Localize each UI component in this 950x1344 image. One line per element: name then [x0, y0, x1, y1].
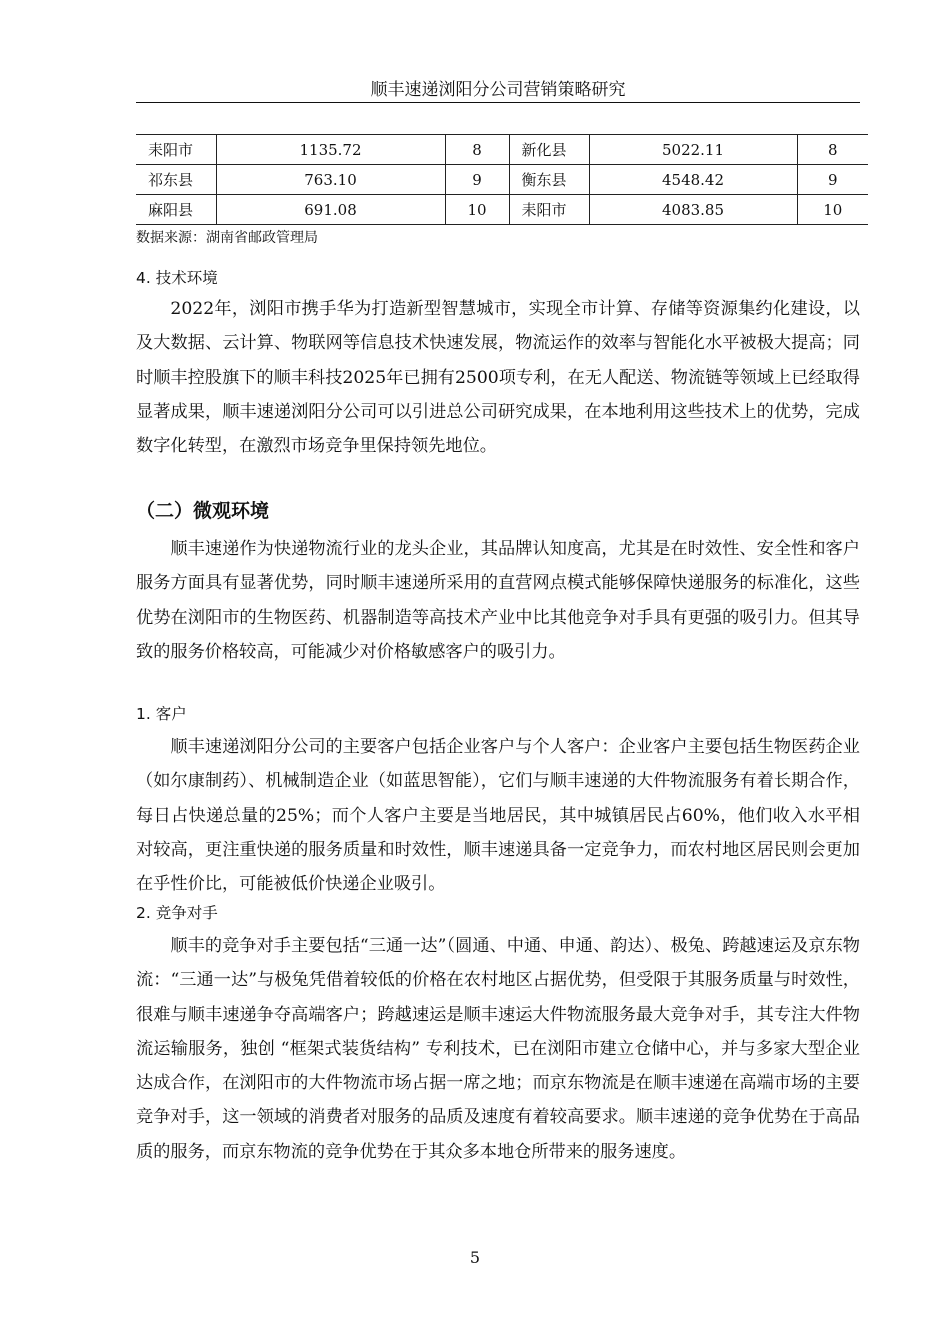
ranking-table	[136, 134, 868, 225]
table-source-note: 数据来源：湖南省邮政管理局	[136, 230, 318, 246]
paragraph-customer: 顺丰速递浏阳分公司的主要客户包括企业客户与个人客户：企业客户主要包括生物医药企业（如尔康制药）、机械制造企业（如蓝思智能），它们与顺丰速递的大件物流服务有着长期合作，每日占快递总量的25%；而个人客户主要是当地居民，其中城镇居民占60%，他们收入水平相对较高，更注重快递的服务质量和时效性，顺丰速递具备一定竞争力，而农村地区居民则会更加在乎性价比，可能被低价快递企业吸引。	[136, 737, 860, 895]
table-cell: 祁东县	[136, 165, 216, 195]
table-cell: 9	[797, 165, 868, 195]
table-cell: 耒阳市	[509, 195, 589, 225]
table-row	[136, 195, 868, 225]
table-row	[136, 165, 868, 195]
table-cell: 衡东县	[509, 165, 589, 195]
table-cell: 耒阳市	[136, 135, 216, 165]
table-cell: 4548.42	[589, 165, 797, 195]
table-cell: 10	[797, 195, 868, 225]
page-number: 5	[469, 1248, 481, 1267]
section-heading-customer: 1. 客户	[136, 705, 187, 723]
table-cell: 1135.72	[216, 135, 445, 165]
table-cell: 新化县	[509, 135, 589, 165]
table-cell: 8	[797, 135, 868, 165]
table-cell: 691.08	[216, 195, 445, 225]
section-heading-tech: 4. 技术环境	[136, 269, 218, 287]
header-divider	[136, 102, 860, 103]
section-heading-micro: （二）微观环境	[136, 500, 270, 522]
table-cell: 10	[445, 195, 509, 225]
table-cell: 4083.85	[589, 195, 797, 225]
paragraph-competitor: 顺丰的竞争对手主要包括“三通一达”（圆通、中通、申通、韵达）、极兔、跨越速运及京东物流：“三通一达”与极兔凭借着较低的价格在农村地区占据优势，但受限于其服务质量与时效性，很难与顺丰速递争夺高端客户；跨越速运是顺丰速运大件物流服务最大竞争对手，其专注大件物流运输服务，独创 “框架式装货结构” 专利技术，已在浏阳市建立仓储中心，并与多家大型企业达成合作，在浏阳市的大件物流市场占据一席之地；而京东物流是在顺丰速递在高端市场的主要竞争对手，这一领域的消费者对服务的品质及速度有着较高要求。顺丰速递的竞争优势在于高品质的服务，而京东物流的竞争优势在于其众多本地仓所带来的服务速度。	[136, 936, 860, 1162]
table-cell: 8	[445, 135, 509, 165]
page-header-title: 顺丰速递浏阳分公司营销策略研究	[370, 80, 626, 100]
table-cell: 9	[445, 165, 509, 195]
table-cell: 麻阳县	[136, 195, 216, 225]
section-heading-competitor: 2. 竞争对手	[136, 904, 218, 922]
paragraph-tech: 2022年，浏阳市携手华为打造新型智慧城市，实现全市计算、存储等资源集约化建设，以及大数据、云计算、物联网等信息技术快速发展，物流运作的效率与智能化水平被极大提高；同时顺丰控股旗下的顺丰科技2025年已拥有2500项专利，在无人配送、物流链等领域上已经取得显著成果，顺丰速递浏阳分公司可以引进总公司研究成果，在本地利用这些技术上的优势，完成数字化转型，在激烈市场竞争里保持领先地位。	[136, 299, 860, 457]
table-cell: 763.10	[216, 165, 445, 195]
table-cell: 5022.11	[589, 135, 797, 165]
table-row	[136, 135, 868, 165]
paragraph-micro: 顺丰速递作为快递物流行业的龙头企业，其品牌认知度高，尤其是在时效性、安全性和客户服务方面具有显著优势，同时顺丰速递所采用的直营网点模式能够保障快递服务的标准化，这些优势在浏阳市的生物医药、机器制造等高技术产业中比其他竞争对手具有更强的吸引力。但其导致的服务价格较高，可能减少对价格敏感客户的吸引力。	[136, 539, 860, 662]
